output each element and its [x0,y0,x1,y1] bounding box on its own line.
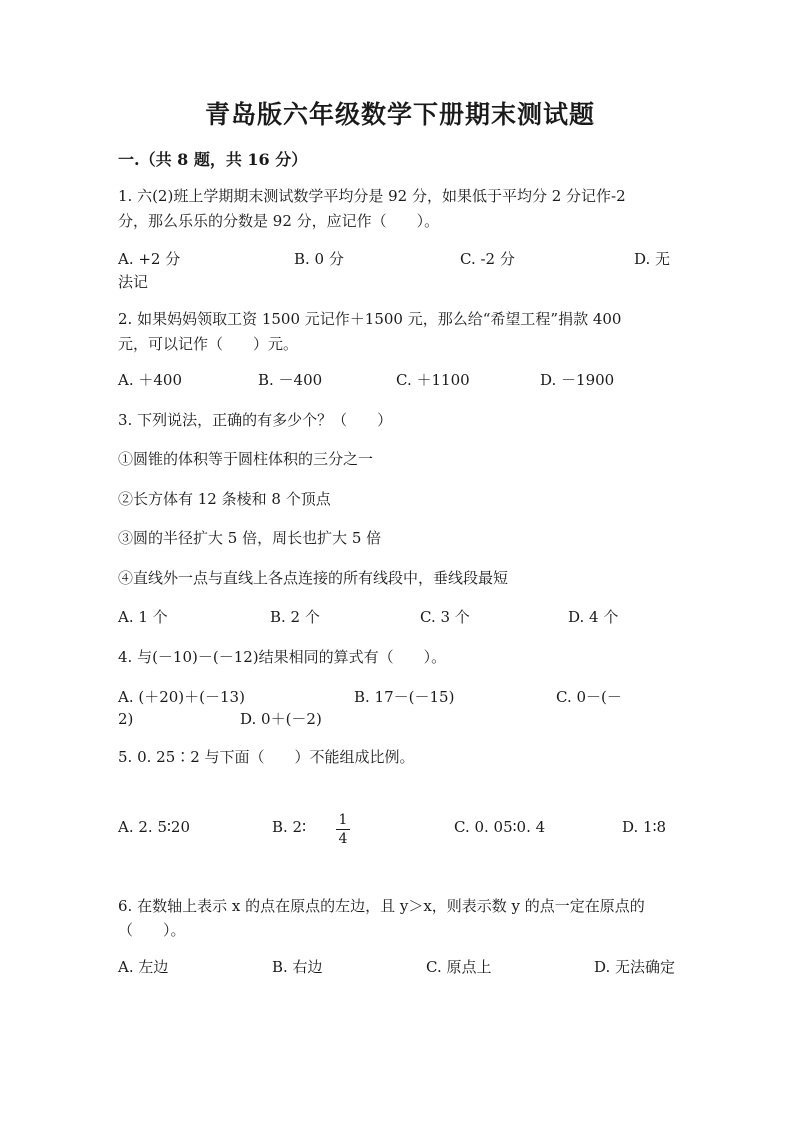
question-4-option-d: D. 0＋(－2) [240,710,322,728]
question-1-option-c: C. -2 分 [460,250,515,268]
question-6-option-a: A. 左边 [118,958,169,976]
question-5-line-1: 5. 0. 25∶2 与下面（ ）不能组成比例。 [118,748,415,766]
question-4-option-c-wrap: 2) [118,710,134,728]
question-3-statement-3: ③圆的半径扩大 5 倍，周长也扩大 5 倍 [118,529,382,547]
question-3-option-a: A. 1 个 [118,608,168,626]
question-3-statement-1: ①圆锥的体积等于圆柱体积的三分之一 [118,450,374,468]
question-3-option-b: B. 2 个 [270,608,320,626]
question-2-option-a: A. ＋400 [118,371,182,389]
question-1-option-a: A. +2 分 [118,250,181,268]
question-4-option-a: A. (＋20)＋(－13) [118,688,245,706]
question-2-line-2: 元，可以记作（ ）元。 [118,335,299,353]
question-2-line-1: 2. 如果妈妈领取工资 1500 元记作＋1500 元，那么给“希望工程”捐款 400 [118,310,622,328]
question-6-option-b: B. 右边 [272,958,323,976]
page-title: 青岛版六年级数学下册期末测试题 [204,100,595,129]
question-5-option-d: D. 1∶8 [622,818,667,836]
fraction-denominator: 4 [338,831,348,847]
question-5-option-b-fraction [336,812,350,847]
question-2-option-b: B. －400 [258,371,323,389]
question-4-line-1: 4. 与(－10)－(－12)结果相同的算式有（ ）。 [118,648,447,666]
question-3-statement-2: ②长方体有 12 条棱和 8 个顶点 [118,490,331,508]
fraction-bar [336,829,350,830]
question-1-option-b: B. 0 分 [294,250,344,268]
question-4-option-c: C. 0－(－ [556,688,622,706]
question-3-statement-4: ④直线外一点与直线上各点连接的所有线段中，垂线段最短 [118,569,509,587]
section-heading: 一.（共 8 题，共 16 分） [118,150,308,169]
question-6-option-d: D. 无法确定 [594,958,676,976]
question-2-option-d: D. －1900 [540,371,615,389]
question-3-option-d: D. 4 个 [568,608,619,626]
question-5-option-c: C. 0. 05∶0. 4 [454,818,546,836]
question-3-option-c: C. 3 个 [420,608,470,626]
question-6-line-1: 6. 在数轴上表示 x 的点在原点的左边，且 y＞x，则表示数 y 的点一定在原点的 [118,897,645,915]
question-3-line-1: 3. 下列说法，正确的有多少个？（ ） [118,411,393,429]
fraction-numerator: 1 [338,812,348,828]
question-1-line-2: 分，那么乐乐的分数是 92 分，应记作（ ）。 [118,212,440,230]
question-6-line-2: （ ）。 [118,921,186,939]
question-5-option-b: B. 2∶ [272,818,307,836]
question-6-option-c: C. 原点上 [426,958,492,976]
question-5-option-a: A. 2. 5∶20 [118,818,190,836]
question-1-option-d-wrap: 法记 [118,273,149,291]
question-4-option-b: B. 17－(－15) [354,688,455,706]
question-1-option-d: D. 无 [634,250,671,268]
question-1-line-1: 1. 六(2)班上学期期末测试数学平均分是 92 分，如果低于平均分 2 分记作-2 [118,187,626,205]
question-2-option-c: C. ＋1100 [396,371,470,389]
